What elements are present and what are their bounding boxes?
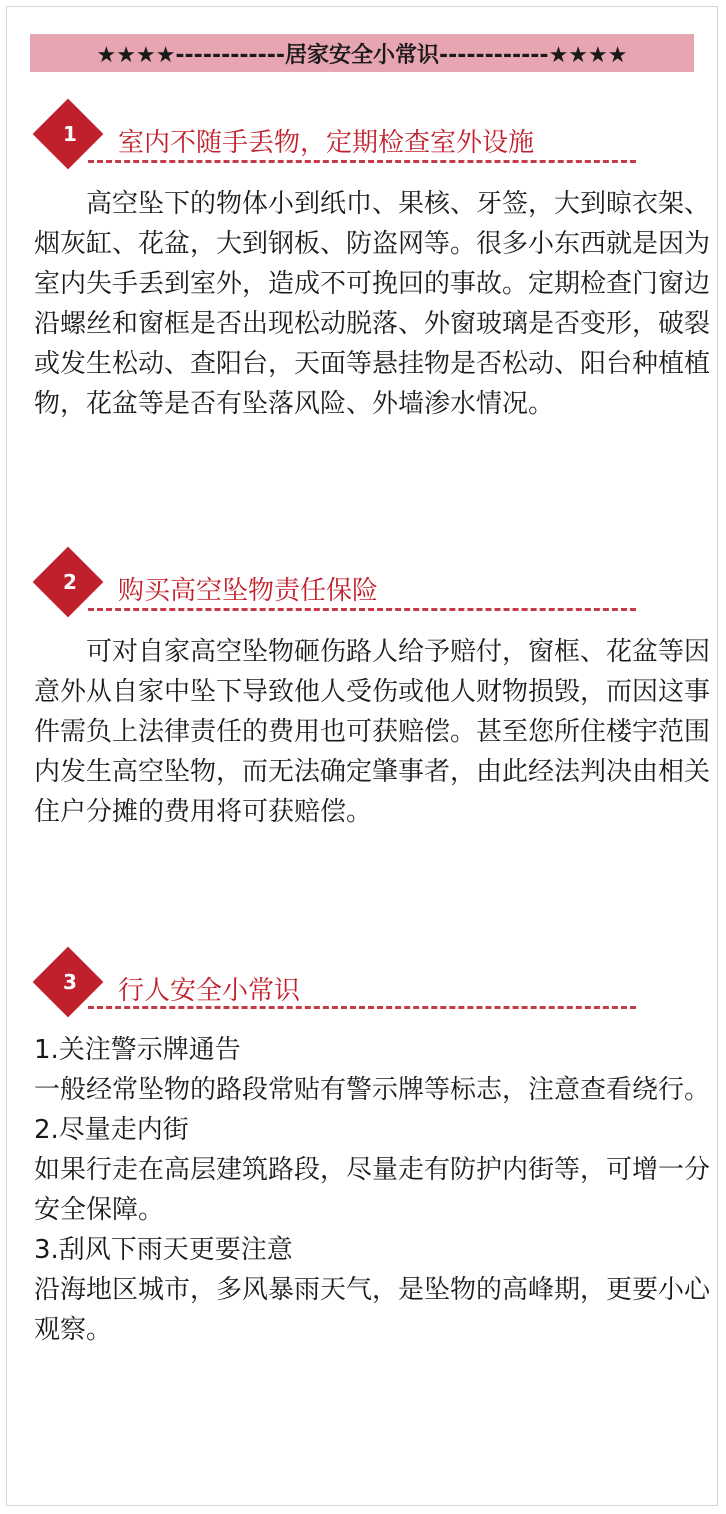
tip-heading: 1.关注警示牌通告 xyxy=(34,1035,241,1065)
section-title: 购买高空坠物责任保险 xyxy=(118,576,379,606)
tip-heading: 3.刮风下雨天更要注意 xyxy=(34,1235,293,1265)
dashed-divider xyxy=(88,1006,636,1009)
tip-text: 一般经常坠物的路段常贴有警示牌等标志，注意查看绕行。 xyxy=(34,1075,711,1105)
dashed-divider xyxy=(88,160,636,163)
tip-heading: 2.尽量走内街 xyxy=(34,1115,189,1145)
tip-text: 沿海地区城市，多风暴雨天气，是坠物的高峰期，更要小心观察。 xyxy=(34,1275,711,1345)
section-body: 可对自家高空坠物砸伤路人给予赔付，窗框、花盆等因意外从自家中坠下导致他人受伤或他人财物损毁，而因这事件需负上法律责任的费用也可获赔偿。甚至您所住楼宇范围内发生高空坠物，而无法确定肇事者，由此经法判决由相关住户分摊的费用将可获赔偿。 xyxy=(34,637,711,827)
section-number: 3 xyxy=(63,970,77,994)
page-title-banner xyxy=(30,34,694,72)
tip-text: 如果行走在高层建筑路段，尽量走有防护内街等，可增一分安全保障。 xyxy=(34,1155,711,1225)
section-title: 行人安全小常识 xyxy=(118,976,301,1006)
tips-list xyxy=(34,1030,710,1350)
section-number: 2 xyxy=(63,570,77,594)
page-title: ★★★★------------居家安全小常识------------★★★★ xyxy=(96,42,628,68)
section-number: 1 xyxy=(63,122,77,146)
section-title: 室内不随手丢物，定期检查室外设施 xyxy=(118,128,535,158)
section-body: 高空坠下的物体小到纸巾、果核、牙签，大到晾衣架、烟灰缸、花盆，大到钢板、防盗网等。很多小东西就是因为室内失手丢到室外，造成不可挽回的事故。定期检查门窗边沿螺丝和窗框是否出现松动脱落、外窗玻璃是否变形，破裂或发生松动、查阳台，天面等悬挂物是否松动、阳台种植植物，花盆等是否有坠落风险、外墙渗水情况。 xyxy=(34,189,711,419)
dashed-divider xyxy=(88,608,636,611)
